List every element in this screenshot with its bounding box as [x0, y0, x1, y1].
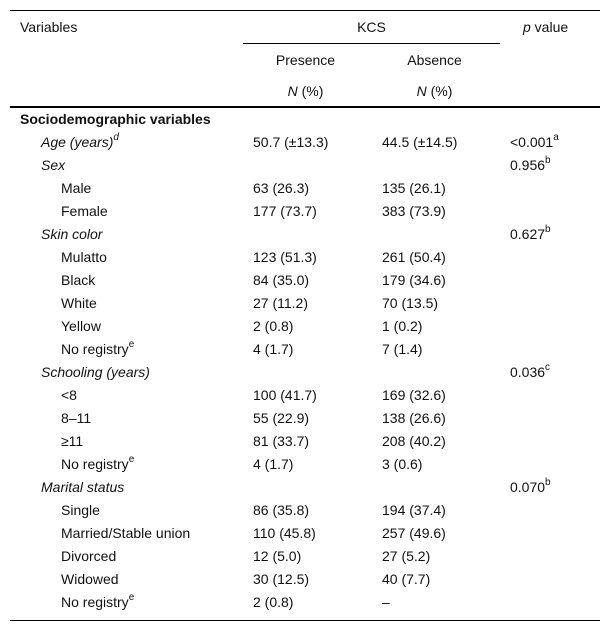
table-row: [0, 591, 612, 614]
footnote-marker: e: [128, 592, 135, 604]
row-label-text: Male: [61, 180, 92, 196]
row-label: [61, 295, 97, 311]
p-value-text: <0.001: [510, 134, 554, 150]
row-label-text: Marital status: [41, 479, 125, 495]
header-presence: Presence: [275, 52, 336, 68]
p-value-cell: [510, 479, 551, 495]
presence-cell: 177 (73.7): [253, 203, 317, 219]
row-label: [61, 594, 134, 610]
presence-cell: 2 (0.8): [253, 594, 294, 610]
presence-cell: 100 (41.7): [253, 387, 317, 403]
absence-cell: –: [382, 594, 390, 610]
absence-cell: 383 (73.9): [382, 203, 446, 219]
row-label: [61, 203, 108, 219]
header-absence-n: [372, 83, 497, 99]
row-label-text: 8–11: [61, 410, 92, 426]
absence-n-letter: N: [416, 83, 427, 99]
absence-pct: (%): [426, 83, 453, 99]
row-label-text: Age (years): [41, 134, 114, 150]
table-bottom-rule: [10, 620, 600, 621]
p-value-text: 0.070: [510, 479, 546, 495]
row-label: [41, 226, 102, 242]
row-label: [61, 249, 107, 265]
row-label-text: No registry: [61, 341, 129, 357]
table-row: [0, 177, 612, 200]
row-label-text: Married/Stable union: [61, 525, 191, 541]
section-row: [0, 108, 612, 131]
row-label: [61, 180, 91, 196]
section-title: Sociodemographic variables: [20, 111, 211, 127]
table-row: [0, 200, 612, 223]
p-value-cell: [510, 157, 551, 173]
presence-cell: 86 (35.8): [253, 502, 310, 518]
absence-cell: 44.5 (±14.5): [382, 134, 458, 150]
presence-cell: 4 (1.7): [253, 341, 294, 357]
presence-cell: 84 (35.0): [253, 272, 310, 288]
presence-cell: 2 (0.8): [253, 318, 294, 334]
row-label: [61, 387, 77, 403]
header-value-word: value: [530, 19, 569, 35]
header-absence: Absence: [407, 52, 462, 68]
row-label: [41, 364, 150, 380]
table-row: [0, 430, 612, 453]
row-label: [41, 479, 124, 495]
table-row: [0, 223, 612, 246]
table-row: [0, 568, 612, 591]
table-row: [0, 292, 612, 315]
table-row: [0, 131, 612, 154]
presence-cell: 63 (26.3): [253, 180, 310, 196]
absence-cell: 70 (13.5): [382, 295, 439, 311]
table-row: [0, 476, 612, 499]
presence-cell: 50.7 (±13.3): [253, 134, 329, 150]
presence-cell: 4 (1.7): [253, 456, 294, 472]
footnote-marker: c: [545, 362, 551, 374]
presence-cell: 27 (11.2): [253, 295, 308, 311]
row-label-text: Female: [61, 203, 108, 219]
row-label-text: Mulatto: [61, 249, 107, 265]
row-label-text: No registry: [61, 456, 129, 472]
header-p-letter: p: [523, 19, 531, 35]
table-row: [0, 154, 612, 177]
row-label: [61, 548, 116, 564]
presence-pct: (%): [297, 83, 324, 99]
row-label: [61, 502, 100, 518]
row-label: [41, 157, 65, 173]
row-label: [61, 341, 134, 357]
p-value-cell: [510, 226, 551, 242]
row-label-text: Black: [61, 272, 96, 288]
p-value-cell: [510, 364, 550, 380]
absence-cell: 138 (26.6): [382, 410, 446, 426]
footnote-marker: e: [128, 339, 135, 351]
absence-cell: 3 (0.6): [382, 456, 423, 472]
presence-cell: 55 (22.9): [253, 410, 310, 426]
p-value-text: 0.627: [510, 226, 546, 242]
header-presence-n: [243, 83, 368, 99]
absence-cell: 208 (40.2): [382, 433, 446, 449]
row-label-text: Yellow: [61, 318, 101, 334]
row-label-text: ≥11: [61, 433, 84, 449]
row-label: [61, 272, 95, 288]
row-label: [61, 410, 91, 426]
table-row: [0, 315, 612, 338]
table-row: [0, 361, 612, 384]
footnote-marker: b: [545, 155, 551, 167]
row-label: [41, 134, 119, 150]
footnote-marker: b: [545, 477, 551, 489]
table-row: [0, 269, 612, 292]
absence-cell: 169 (32.6): [382, 387, 446, 403]
p-value-text: 0.956: [510, 157, 546, 173]
absence-cell: 27 (5.2): [382, 548, 431, 564]
table-row: [0, 338, 612, 361]
absence-cell: 40 (7.7): [382, 571, 431, 587]
absence-cell: 261 (50.4): [382, 249, 446, 265]
row-label: [61, 318, 101, 334]
table-row: [0, 545, 612, 568]
table-row: [0, 453, 612, 476]
row-label: [61, 456, 134, 472]
table-row: [0, 522, 612, 545]
row-label: [61, 525, 190, 541]
table-row: [0, 384, 612, 407]
footnote-marker: a: [553, 132, 559, 144]
p-value-text: 0.036: [510, 364, 546, 380]
row-label-text: Divorced: [61, 548, 117, 564]
presence-cell: 30 (12.5): [253, 571, 310, 587]
header-p-value: [523, 19, 568, 35]
absence-cell: 135 (26.1): [382, 180, 446, 196]
presence-cell: 123 (51.3): [253, 249, 317, 265]
footnote-marker: e: [128, 454, 135, 466]
footnote-marker: d: [113, 132, 119, 144]
row-label-text: Single: [61, 502, 100, 518]
row-label-text: Skin color: [41, 226, 103, 242]
absence-cell: 179 (34.6): [382, 272, 446, 288]
row-label-text: White: [61, 295, 97, 311]
table-row: [0, 407, 612, 430]
row-label-text: Widowed: [61, 571, 119, 587]
row-label-text: Sex: [41, 157, 66, 173]
absence-cell: 1 (0.2): [382, 318, 423, 334]
presence-cell: 81 (33.7): [253, 433, 310, 449]
table-row: [0, 246, 612, 269]
row-label: [61, 571, 119, 587]
header-variables: Variables: [20, 19, 78, 35]
row-label: [61, 433, 83, 449]
absence-cell: 194 (37.4): [382, 502, 446, 518]
presence-cell: 110 (45.8): [253, 525, 316, 541]
absence-cell: 7 (1.4): [382, 341, 423, 357]
header-kcs: KCS: [357, 19, 386, 35]
row-label-text: No registry: [61, 594, 129, 610]
kcs-group-rule: [243, 43, 500, 44]
presence-n-letter: N: [287, 83, 298, 99]
footnote-marker: b: [545, 224, 551, 236]
table-row: [0, 499, 612, 522]
presence-cell: 12 (5.0): [253, 548, 302, 564]
absence-cell: 257 (49.6): [382, 525, 446, 541]
row-label-text: <8: [61, 387, 77, 403]
table-top-rule: [10, 10, 600, 11]
p-value-cell: [510, 134, 559, 150]
row-label-text: Schooling (years): [41, 364, 150, 380]
